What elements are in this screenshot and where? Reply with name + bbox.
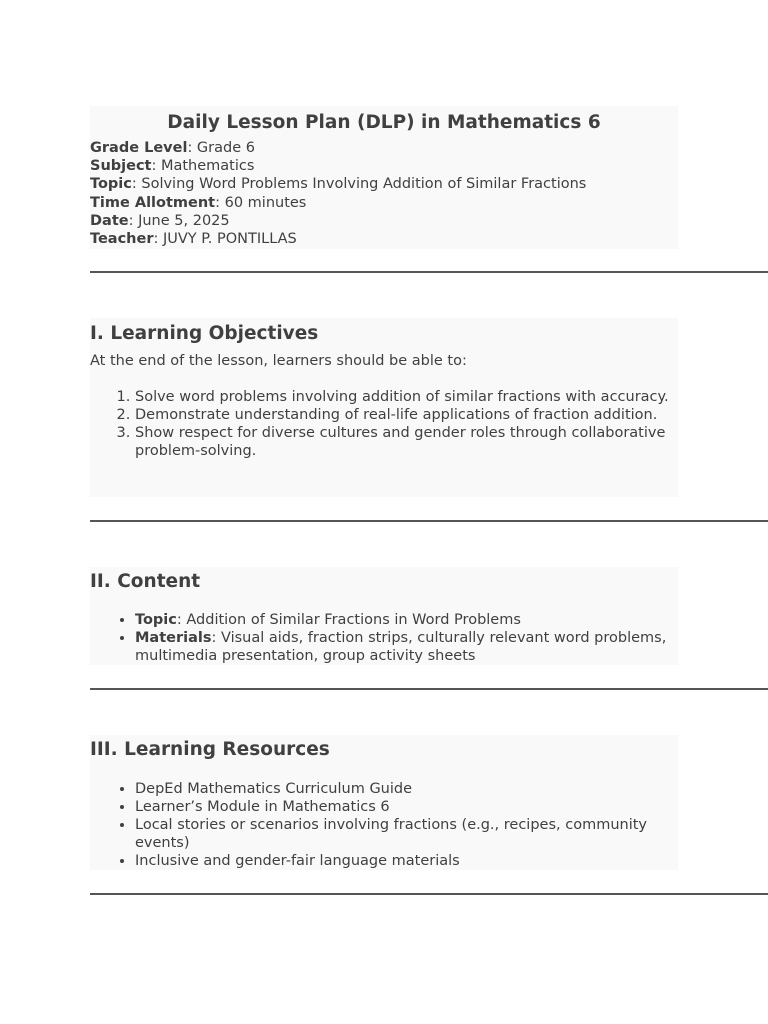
- lesson-header: [90, 106, 678, 249]
- objectives-list: [90, 388, 678, 460]
- content-section: [90, 567, 678, 665]
- list-item: • Inclusive and gender-fair language materials: [135, 852, 678, 870]
- meta-grade-level: [90, 139, 678, 157]
- section-divider: [90, 893, 768, 895]
- meta-value: : Grade 6: [187, 140, 255, 156]
- content-value: : Visual aids, fraction strips, culturally relevant word problems, multimedia presentation, group activity sheets: [135, 630, 667, 664]
- section-divider: [90, 271, 768, 273]
- list-item: • Learner’s Module in Mathematics 6: [135, 798, 678, 816]
- meta-value: : June 5, 2025: [128, 212, 230, 229]
- list-item: 3. Show respect for diverse cultures and gender roles through collaborative problem-solving.: [135, 424, 678, 460]
- objectives-section: [90, 318, 678, 497]
- meta-teacher: [90, 230, 678, 248]
- meta-label: Teacher: [90, 231, 154, 248]
- meta-value: : Solving Word Problems Involving Addition of Similar Fractions: [131, 176, 587, 193]
- list-item: • Local stories or scenarios involving fractions (e.g., recipes, community events): [135, 816, 678, 852]
- list-item: [135, 611, 678, 629]
- meta-label: Time Allotment: [90, 194, 216, 211]
- meta-topic: [90, 175, 678, 193]
- meta-subject: [90, 157, 678, 175]
- meta-label: Subject: [90, 158, 152, 175]
- meta-time-allotment: [90, 194, 678, 212]
- list-item: • DepEd Mathematics Curriculum Guide: [135, 780, 678, 798]
- document-title: Daily Lesson Plan (DLP) in Mathematics 6: [167, 112, 601, 133]
- content-list: [90, 611, 678, 665]
- meta-value: : JUVY P. PONTILLAS: [153, 231, 297, 248]
- meta-label: Topic: [90, 176, 132, 193]
- meta-label: Date: [90, 212, 129, 229]
- section-heading: II. Content: [90, 571, 201, 592]
- content-value: : Addition of Similar Fractions in Word Problems: [176, 612, 521, 628]
- meta-date: [90, 212, 678, 230]
- list-item: 1. Solve word problems involving addition of similar fractions with accuracy.: [135, 388, 678, 406]
- list-item: 2. Demonstrate understanding of real-life applications of fraction addition.: [135, 406, 678, 424]
- section-divider: [90, 520, 768, 522]
- section-divider: [90, 688, 768, 690]
- meta-value: : 60 minutes: [215, 194, 307, 211]
- content-label: Materials: [135, 630, 212, 646]
- content-label: Topic: [135, 612, 177, 628]
- meta-label: Grade Level: [90, 140, 188, 156]
- resources-list: [90, 780, 678, 870]
- resources-section: [90, 735, 678, 870]
- objectives-intro: At the end of the lesson, learners should be able to:: [90, 353, 467, 369]
- section-heading: I. Learning Objectives: [90, 323, 319, 344]
- section-heading: III. Learning Resources: [90, 739, 330, 760]
- list-item: [135, 629, 678, 665]
- meta-value: : Mathematics: [151, 158, 255, 175]
